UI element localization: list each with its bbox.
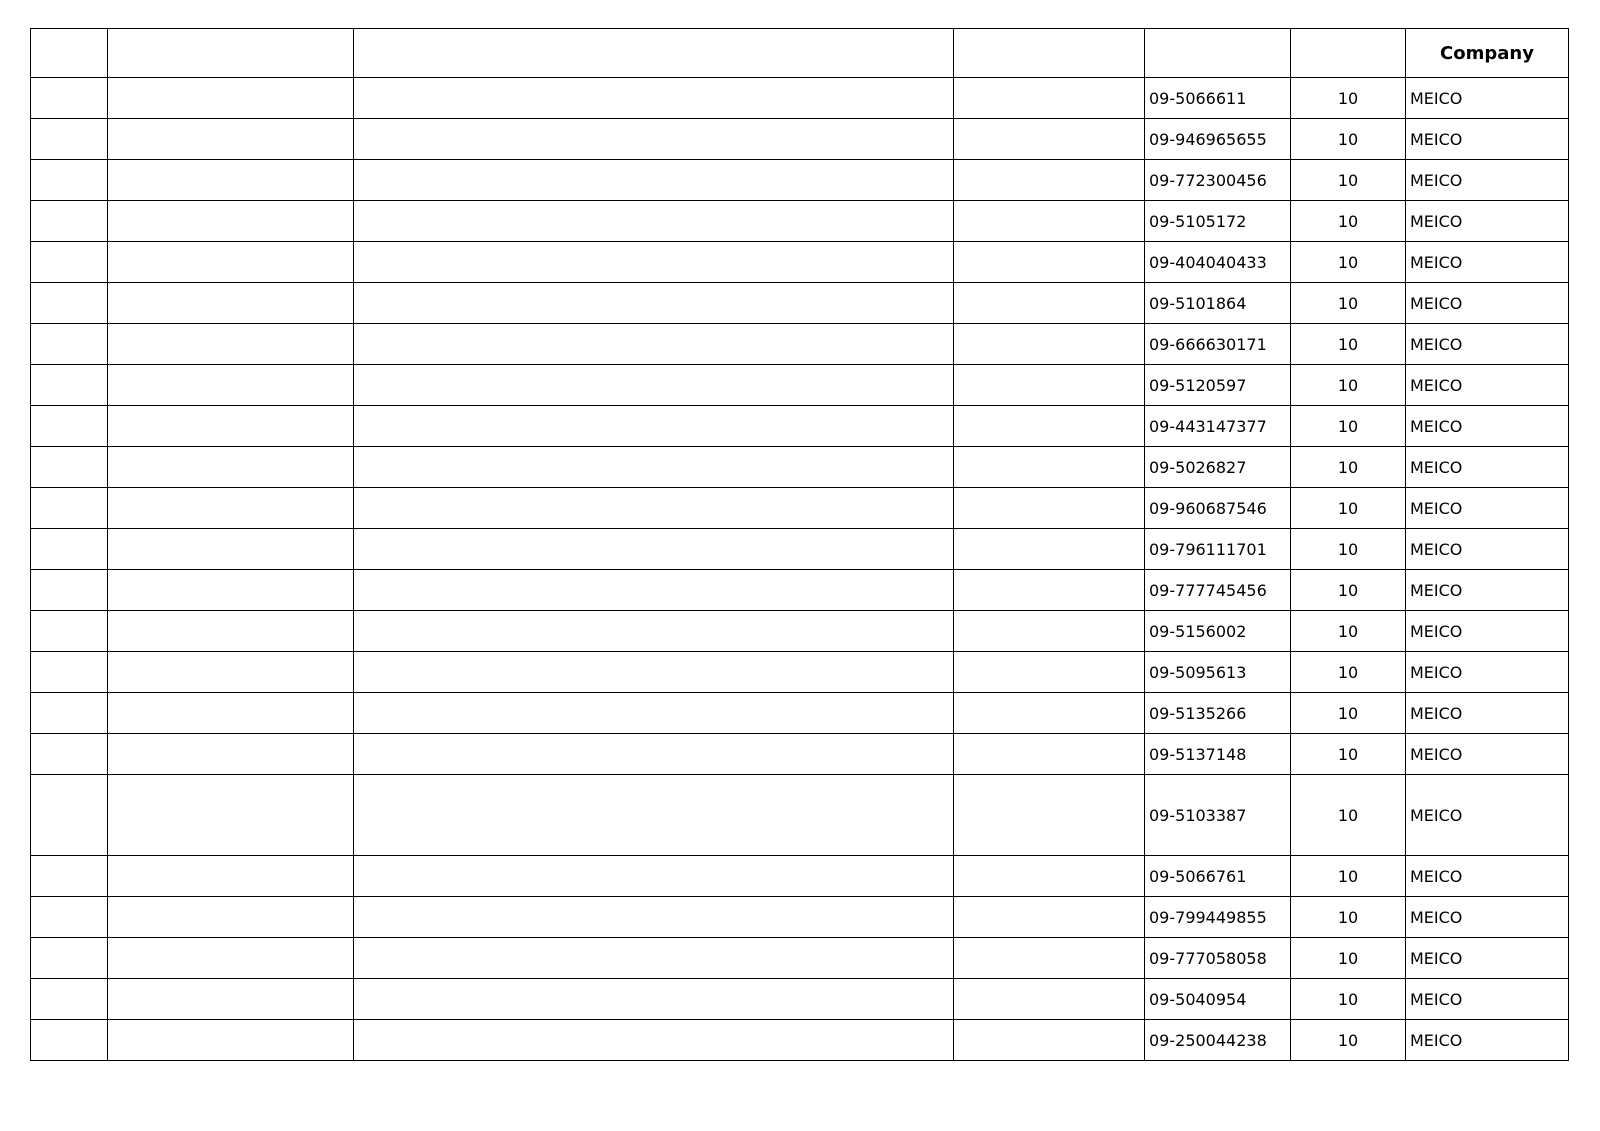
serial-cell <box>31 693 108 734</box>
township-cell <box>954 979 1145 1020</box>
name-cell <box>108 119 354 160</box>
township-cell <box>954 78 1145 119</box>
table-row <box>31 406 1569 447</box>
address-cell <box>354 160 954 201</box>
phone-cell: 09-5095613 <box>1145 652 1291 693</box>
address-cell <box>354 693 954 734</box>
address-cell <box>354 201 954 242</box>
header-address <box>354 29 954 78</box>
company-cell: MEICO <box>1406 529 1569 570</box>
company-cell: MEICO <box>1406 242 1569 283</box>
serial-cell <box>31 160 108 201</box>
township-cell <box>954 734 1145 775</box>
company-cell: MEICO <box>1406 570 1569 611</box>
table-row <box>31 160 1569 201</box>
table-row <box>31 488 1569 529</box>
phone-cell: 09-5066611 <box>1145 78 1291 119</box>
table-row <box>31 611 1569 652</box>
company-cell: MEICO <box>1406 119 1569 160</box>
address-cell <box>354 938 954 979</box>
name-cell <box>108 447 354 488</box>
address-cell <box>354 324 954 365</box>
company-cell: MEICO <box>1406 324 1569 365</box>
company-cell: MEICO <box>1406 734 1569 775</box>
serial-cell <box>31 775 108 856</box>
name-cell <box>108 938 354 979</box>
phone-cell: 09-5120597 <box>1145 365 1291 406</box>
serial-cell <box>31 283 108 324</box>
table-row <box>31 283 1569 324</box>
name-cell <box>108 242 354 283</box>
name-cell <box>108 78 354 119</box>
quantity-cell: 10 <box>1291 160 1406 201</box>
table-row <box>31 324 1569 365</box>
name-cell <box>108 1020 354 1061</box>
name-cell <box>108 488 354 529</box>
phone-cell: 09-5156002 <box>1145 611 1291 652</box>
company-cell: MEICO <box>1406 856 1569 897</box>
serial-cell <box>31 447 108 488</box>
serial-cell <box>31 488 108 529</box>
serial-cell <box>31 897 108 938</box>
phone-cell: 09-799449855 <box>1145 897 1291 938</box>
table-row <box>31 652 1569 693</box>
serial-cell <box>31 938 108 979</box>
serial-cell <box>31 1020 108 1061</box>
quantity-cell: 10 <box>1291 979 1406 1020</box>
quantity-cell: 10 <box>1291 365 1406 406</box>
table-row <box>31 856 1569 897</box>
address-cell <box>354 283 954 324</box>
company-cell: MEICO <box>1406 652 1569 693</box>
company-cell: MEICO <box>1406 938 1569 979</box>
name-cell <box>108 856 354 897</box>
company-cell: MEICO <box>1406 488 1569 529</box>
address-cell <box>354 652 954 693</box>
table-row <box>31 1020 1569 1061</box>
township-cell <box>954 938 1145 979</box>
quantity-cell: 10 <box>1291 324 1406 365</box>
phone-cell: 09-777058058 <box>1145 938 1291 979</box>
name-cell <box>108 324 354 365</box>
address-cell <box>354 365 954 406</box>
quantity-cell: 10 <box>1291 283 1406 324</box>
table-row <box>31 365 1569 406</box>
name-cell <box>108 365 354 406</box>
table-row <box>31 529 1569 570</box>
quantity-cell: 10 <box>1291 406 1406 447</box>
serial-cell <box>31 201 108 242</box>
quantity-cell: 10 <box>1291 201 1406 242</box>
township-cell <box>954 897 1145 938</box>
company-cell: MEICO <box>1406 1020 1569 1061</box>
township-cell <box>954 283 1145 324</box>
header-quantity <box>1291 29 1406 78</box>
name-cell <box>108 775 354 856</box>
township-cell <box>954 242 1145 283</box>
name-cell <box>108 406 354 447</box>
quantity-cell: 10 <box>1291 611 1406 652</box>
serial-cell <box>31 406 108 447</box>
header-name <box>108 29 354 78</box>
address-cell <box>354 611 954 652</box>
phone-cell: 09-250044238 <box>1145 1020 1291 1061</box>
name-cell <box>108 160 354 201</box>
address-cell <box>354 775 954 856</box>
header-company: Company <box>1406 29 1569 78</box>
company-cell: MEICO <box>1406 897 1569 938</box>
phone-cell: 09-796111701 <box>1145 529 1291 570</box>
quantity-cell: 10 <box>1291 1020 1406 1061</box>
table-row <box>31 242 1569 283</box>
quantity-cell: 10 <box>1291 119 1406 160</box>
phone-cell: 09-666630171 <box>1145 324 1291 365</box>
header-phone <box>1145 29 1291 78</box>
table-row <box>31 119 1569 160</box>
quantity-cell: 10 <box>1291 242 1406 283</box>
serial-cell <box>31 119 108 160</box>
name-cell <box>108 734 354 775</box>
company-cell: MEICO <box>1406 283 1569 324</box>
header-township <box>954 29 1145 78</box>
phone-cell: 09-404040433 <box>1145 242 1291 283</box>
table-row <box>31 734 1569 775</box>
address-cell <box>354 529 954 570</box>
township-cell <box>954 119 1145 160</box>
township-cell <box>954 365 1145 406</box>
phone-cell: 09-777745456 <box>1145 570 1291 611</box>
quantity-cell: 10 <box>1291 447 1406 488</box>
township-cell <box>954 160 1145 201</box>
table-row <box>31 447 1569 488</box>
name-cell <box>108 979 354 1020</box>
table-row <box>31 570 1569 611</box>
phone-cell: 09-946965655 <box>1145 119 1291 160</box>
phone-cell: 09-443147377 <box>1145 406 1291 447</box>
township-cell <box>954 775 1145 856</box>
township-cell <box>954 488 1145 529</box>
serial-cell <box>31 242 108 283</box>
serial-cell <box>31 856 108 897</box>
township-cell <box>954 529 1145 570</box>
township-cell <box>954 447 1145 488</box>
name-cell <box>108 529 354 570</box>
header-serial <box>31 29 108 78</box>
quantity-cell: 10 <box>1291 488 1406 529</box>
township-cell <box>954 324 1145 365</box>
company-cell: MEICO <box>1406 201 1569 242</box>
address-cell <box>354 242 954 283</box>
serial-cell <box>31 324 108 365</box>
company-cell: MEICO <box>1406 160 1569 201</box>
address-cell <box>354 856 954 897</box>
address-cell <box>354 897 954 938</box>
company-cell: MEICO <box>1406 365 1569 406</box>
phone-cell: 09-960687546 <box>1145 488 1291 529</box>
name-cell <box>108 283 354 324</box>
address-cell <box>354 488 954 529</box>
address-cell <box>354 734 954 775</box>
serial-cell <box>31 529 108 570</box>
name-cell <box>108 570 354 611</box>
name-cell <box>108 693 354 734</box>
address-cell <box>354 1020 954 1061</box>
township-cell <box>954 406 1145 447</box>
table-row <box>31 938 1569 979</box>
header-row <box>31 29 1569 78</box>
address-cell <box>354 119 954 160</box>
phone-cell: 09-5105172 <box>1145 201 1291 242</box>
name-cell <box>108 897 354 938</box>
quantity-cell: 10 <box>1291 897 1406 938</box>
table-row <box>31 78 1569 119</box>
company-cell: MEICO <box>1406 775 1569 856</box>
township-cell <box>954 570 1145 611</box>
company-cell: MEICO <box>1406 693 1569 734</box>
company-cell: MEICO <box>1406 406 1569 447</box>
serial-cell <box>31 365 108 406</box>
address-cell <box>354 78 954 119</box>
company-cell: MEICO <box>1406 611 1569 652</box>
quantity-cell: 10 <box>1291 78 1406 119</box>
quantity-cell: 10 <box>1291 652 1406 693</box>
serial-cell <box>31 611 108 652</box>
phone-cell: 09-5040954 <box>1145 979 1291 1020</box>
table-row <box>31 979 1569 1020</box>
quantity-cell: 10 <box>1291 570 1406 611</box>
quantity-cell: 10 <box>1291 693 1406 734</box>
address-cell <box>354 447 954 488</box>
township-cell <box>954 693 1145 734</box>
quantity-cell: 10 <box>1291 734 1406 775</box>
table-row <box>31 693 1569 734</box>
phone-cell: 09-5135266 <box>1145 693 1291 734</box>
phone-cell: 09-5026827 <box>1145 447 1291 488</box>
table-row <box>31 775 1569 856</box>
phone-cell: 09-5137148 <box>1145 734 1291 775</box>
name-cell <box>108 201 354 242</box>
serial-cell <box>31 78 108 119</box>
serial-cell <box>31 734 108 775</box>
address-cell <box>354 406 954 447</box>
phone-cell: 09-5066761 <box>1145 856 1291 897</box>
township-cell <box>954 652 1145 693</box>
address-cell <box>354 979 954 1020</box>
name-cell <box>108 611 354 652</box>
address-cell <box>354 570 954 611</box>
name-cell <box>108 652 354 693</box>
serial-cell <box>31 979 108 1020</box>
quantity-cell: 10 <box>1291 775 1406 856</box>
township-cell <box>954 856 1145 897</box>
township-cell <box>954 201 1145 242</box>
dealer-table <box>30 28 1569 1061</box>
company-cell: MEICO <box>1406 447 1569 488</box>
company-cell: MEICO <box>1406 78 1569 119</box>
serial-cell <box>31 652 108 693</box>
company-cell: MEICO <box>1406 979 1569 1020</box>
table-row <box>31 897 1569 938</box>
phone-cell: 09-5103387 <box>1145 775 1291 856</box>
township-cell <box>954 611 1145 652</box>
serial-cell <box>31 570 108 611</box>
quantity-cell: 10 <box>1291 938 1406 979</box>
phone-cell: 09-5101864 <box>1145 283 1291 324</box>
table-row <box>31 201 1569 242</box>
township-cell <box>954 1020 1145 1061</box>
quantity-cell: 10 <box>1291 856 1406 897</box>
quantity-cell: 10 <box>1291 529 1406 570</box>
phone-cell: 09-772300456 <box>1145 160 1291 201</box>
